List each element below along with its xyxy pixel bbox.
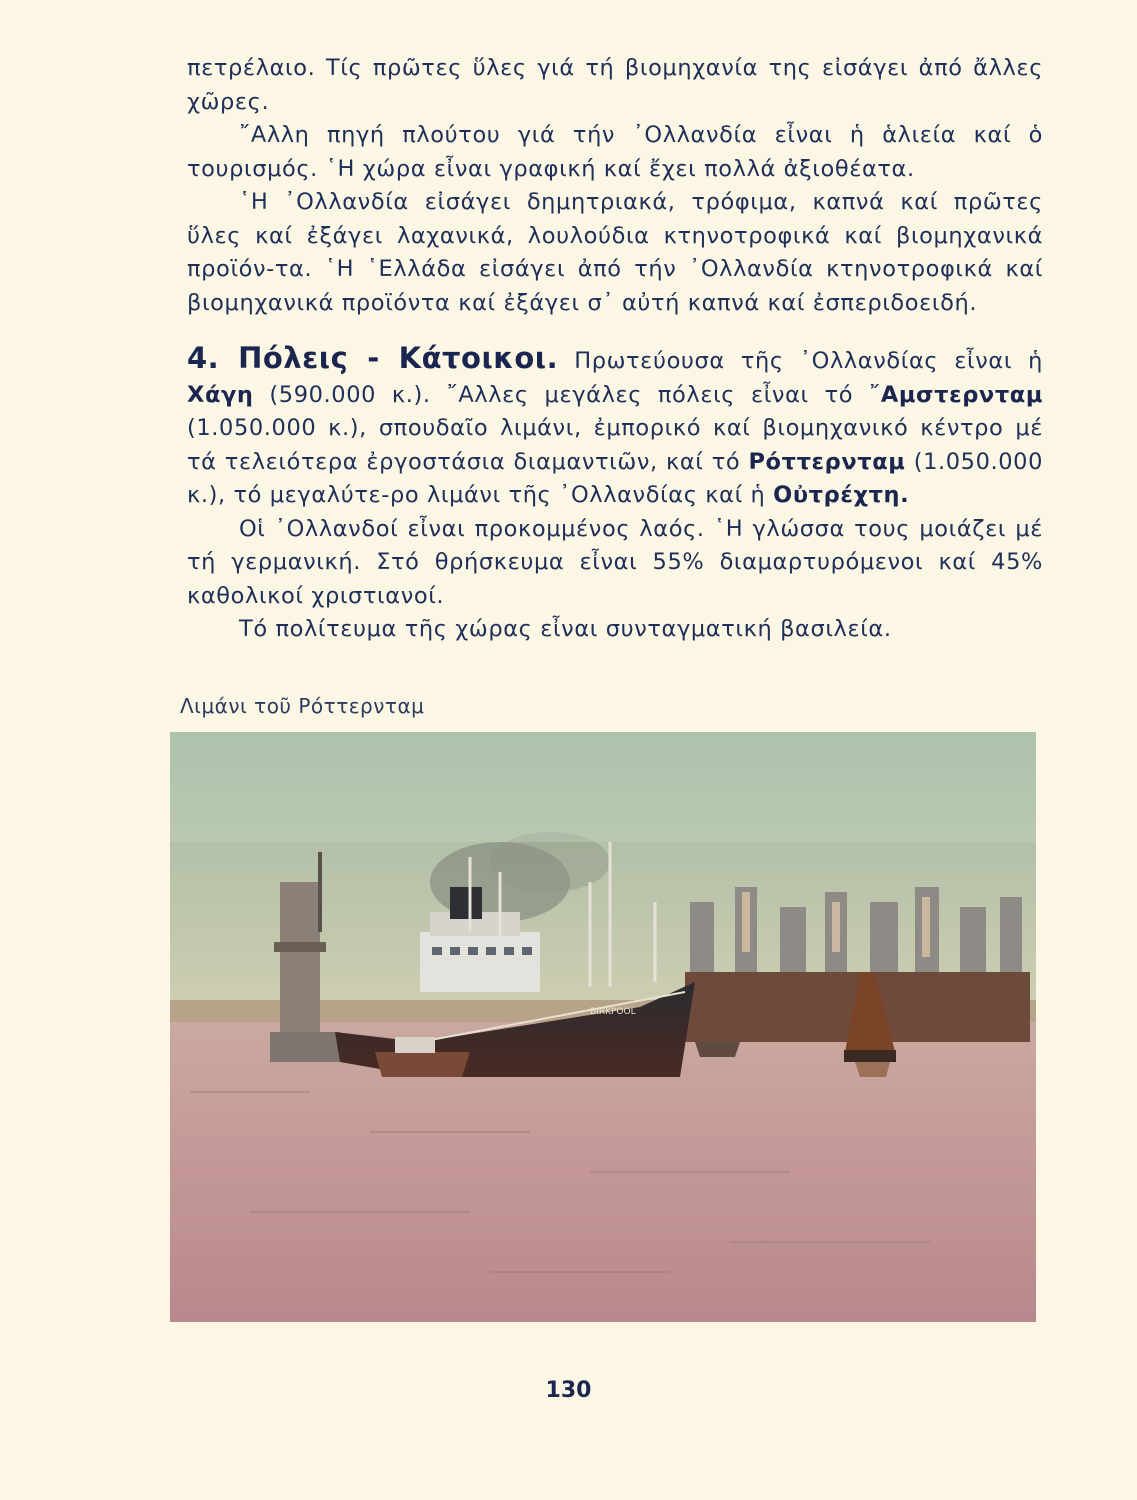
rotterdam-harbor-photo xyxy=(170,732,1036,1322)
section-heading: 4. Πόλεις - Κάτοικοι. xyxy=(187,341,559,375)
section-text-1: Πρωτεύουσα τῆς ᾿Ολλανδίας εἶναι ἡ xyxy=(558,348,1043,374)
paragraph-5: Οἱ ᾿Ολλανδοί εἶναι προκομμένος λαός. ῾Η γλώσσα τους μοιάζει μέ τή γερμανική. Στό θρήσκευμα εἶναι 55% διαμαρτυρόμενοι καί 45% καθολικοί χριστιανοί. xyxy=(187,515,1043,609)
page-number: 130 xyxy=(545,1378,592,1403)
section-text-3: (1.050.000 κ.), σπουδαῖο λιμάνι, ἐμπορικό καί βιομηχανικό κέντρο μέ τά τελειότερα ἐργοστάσια διαμαντιῶν, καί τό xyxy=(187,415,1043,475)
paragraph-6: Τό πολίτευμα τῆς χώρας εἶναι συνταγματική βασιλεία. xyxy=(239,616,892,642)
city-utrecht: Οὐτρέχτη. xyxy=(773,482,910,508)
ship-name: BIRKPOOL xyxy=(590,1007,636,1017)
paragraph-3: ῾Η ᾿Ολλανδία εἰσάγει δημητριακά, τρόφιμα, καπνά καί πρῶτες ὕλες καί ἐξάγει λαχανικά, λουλούδια κτηνοτροφικά καί βιομηχανικά προϊόν-τα. ῾Η ῾Ελλάδα εἰσάγει ἀπό τήν ᾿Ολλανδία κτηνοτροφικά καί βιομηχανικά προϊόντα καί ἐξάγει σ᾿ αὐτή καπνά καί ἐσπεριδοειδή. xyxy=(187,189,1043,316)
section-paragraph xyxy=(187,342,1043,513)
section-text-2: (590.000 κ.). ῎Αλλες μεγάλες πόλεις εἶναι τό ῎ xyxy=(253,381,881,408)
city-rotterdam: Ρόττερνταμ xyxy=(748,448,906,475)
paragraph-2: ῎Αλλη πηγή πλούτου γιά τήν ᾿Ολλανδία εἶναι ἡ ἁλιεία καί ὁ τουρισμός. ῾Η χώρα εἶναι γραφική καί ἔχει πολλά ἀξιοθέατα. xyxy=(187,122,1043,182)
photo-caption: Λιμάνι τοῦ Ρόττερνταμ xyxy=(180,694,425,718)
city-hague: Χάγη xyxy=(187,381,254,408)
city-amsterdam: Αμστερνταμ xyxy=(880,381,1043,408)
body-text xyxy=(187,52,1043,647)
section-text-4: (1.050.000 κ.), τό μεγαλύτε-ρο λιμάνι τῆς ᾿Ολλανδίας καί ἡ xyxy=(187,448,1043,508)
paragraph-1: πετρέλαιο. Τίς πρῶτες ὕλες γιά τή βιομηχανία της εἰσάγει ἀπό ἄλλες χῶρες. xyxy=(187,55,1043,115)
